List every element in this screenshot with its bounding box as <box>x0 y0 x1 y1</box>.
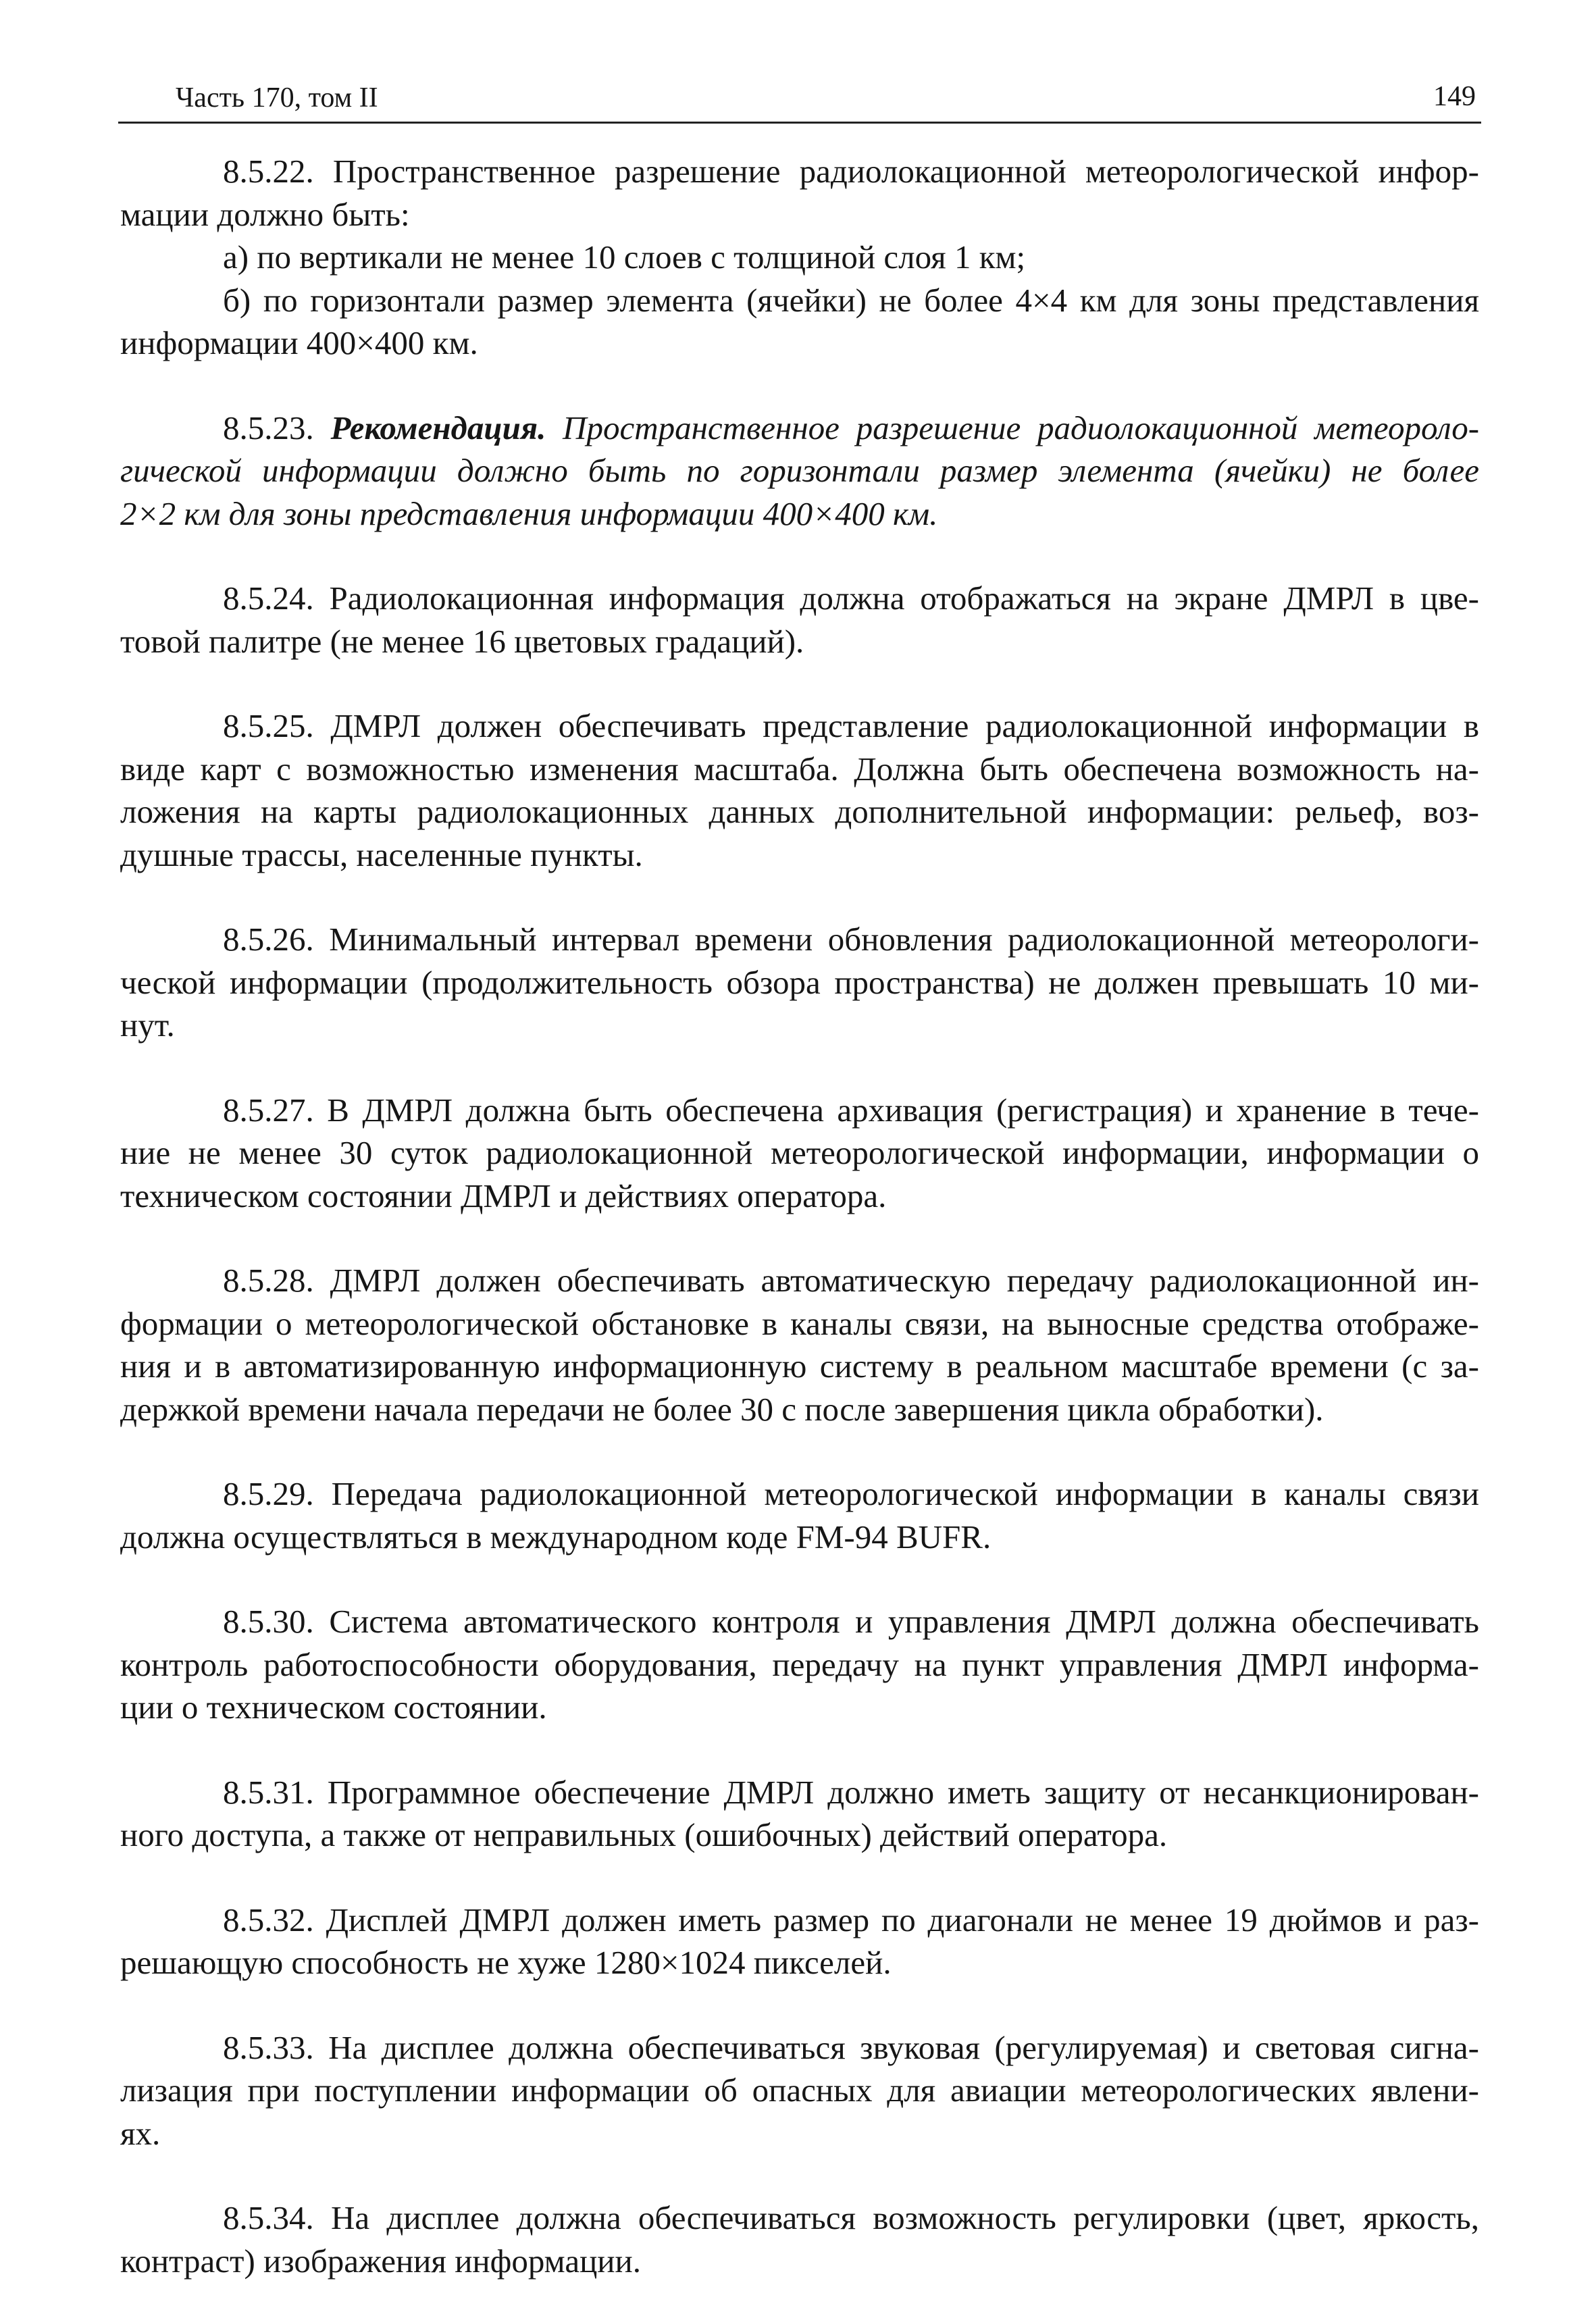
paragraph-line: 8.5.33. На дисплее должна обеспечиваться звуковая (регулируемая) и световая сигна- <box>223 2028 1479 2066</box>
paragraph-line: 2×2 км для зоны представления информации 400×400 км. <box>120 494 938 532</box>
paragraph-line: 8.5.30. Система автоматического контроля и управления ДМРЛ должна обеспечивать <box>223 1603 1479 1640</box>
page-body <box>120 150 1479 2282</box>
paragraph-line: держкой времени начала передачи не более 30 с после завершения цикла обработки). <box>120 1390 1324 1428</box>
page-number: 149 <box>1433 81 1476 112</box>
paragraph-8-5-28 <box>120 1259 1479 1431</box>
clause-number: 8.5.23. <box>223 409 331 446</box>
paragraph-line: 8.5.26. Минимальный интервал времени обновления радиолокационной метеорологи- <box>223 921 1479 958</box>
paragraph-line: лизация при поступлении информации об опасных для авиации метеорологических явлени- <box>120 2072 1479 2109</box>
paragraph-line: 8.5.28. ДМРЛ должен обеспечивать автоматическую передачу радиолокационной ин- <box>223 1262 1479 1299</box>
paragraph-line: товой палитре (не менее 16 цветовых градаций). <box>120 622 804 660</box>
paragraph-line: контраст) изображения информации. <box>120 2242 641 2280</box>
paragraph-8-5-22 <box>120 150 1479 365</box>
paragraph-line: ческой информации (продолжительность обзора пространства) не должен превышать 10 ми- <box>120 963 1479 1001</box>
list-item-a: а) по вертикали не менее 10 слоев с толщиной слоя 1 км; <box>223 238 1026 276</box>
paragraph-line: контроль работоспособности оборудования, передачу на пункт управления ДМРЛ информа- <box>120 1645 1479 1683</box>
paragraph-8-5-25 <box>120 704 1479 876</box>
paragraph-line: ного доступа, а также от неправильных (ошибочных) действий оператора. <box>120 1816 1168 1853</box>
paragraph-8-5-26 <box>120 918 1479 1047</box>
paragraph-line: формации о метеорологической обстановке в каналы связи, на выносные средства отображе- <box>120 1304 1479 1342</box>
paragraph-8-5-23-recommendation <box>120 407 1479 536</box>
paragraph-8-5-34 <box>120 2196 1479 2282</box>
running-title: Часть 170, том II <box>176 82 378 113</box>
paragraph-text: Пространственное разрешение радиолокационной метеороло- <box>546 409 1480 446</box>
paragraph-line: решающую способность не хуже 1280×1024 пикселей. <box>120 1944 892 1981</box>
paragraph-line: нут. <box>120 1006 175 1044</box>
paragraph-line: 8.5.27. В ДМРЛ должна быть обеспечена архивация (регистрация) и хранение в тече- <box>223 1091 1479 1129</box>
paragraph-line: душные трассы, населенные пункты. <box>120 835 643 873</box>
list-item-b: б) по горизонтали размер элемента (ячейки) не более 4×4 км для зоны представления <box>223 281 1479 319</box>
paragraph-line: 8.5.24. Радиолокационная информация должна отображаться на экране ДМРЛ в цве- <box>223 580 1479 617</box>
paragraph-line: гической информации должно быть по горизонтали размер элемента (ячейки) не более <box>120 452 1479 489</box>
paragraph-line: ложения на карты радиолокационных данных дополнительной информации: рельеф, воз- <box>120 793 1479 830</box>
paragraph-line: 8.5.29. Передача радиолокационной метеорологической информации в каналы связи <box>223 1475 1479 1512</box>
paragraph-8-5-30 <box>120 1600 1479 1729</box>
page-header <box>118 80 1481 124</box>
paragraph-line <box>120 407 1479 450</box>
paragraph-8-5-24 <box>120 577 1479 663</box>
paragraph-line: ния и в автоматизированную информационную систему в реальном масштабе времени (с за- <box>120 1347 1479 1385</box>
paragraph-8-5-33 <box>120 2026 1479 2155</box>
paragraph-line: ние не менее 30 суток радиолокационной метеорологической информации, информации о <box>120 1134 1479 1171</box>
paragraph-line: ях. <box>120 2114 161 2152</box>
paragraph-8-5-29 <box>120 1472 1479 1558</box>
paragraph-line: 8.5.22. Пространственное разрешение радиолокационной метеорологической инфор- <box>223 153 1479 190</box>
paragraph-line: 8.5.32. Дисплей ДМРЛ должен иметь размер по диагонали не менее 19 дюймов и раз- <box>223 1901 1479 1938</box>
paragraph-line: виде карт с возможностью изменения масштаба. Должна быть обеспечена возможность на- <box>120 750 1479 788</box>
paragraph-8-5-32 <box>120 1899 1479 1984</box>
paragraph-8-5-27 <box>120 1089 1479 1218</box>
paragraph-line: техническом состоянии ДМРЛ и действиях оператора. <box>120 1177 887 1214</box>
paragraph-line: информации 400×400 км. <box>120 324 478 361</box>
paragraph-8-5-31 <box>120 1771 1479 1857</box>
paragraph-line: 8.5.34. На дисплее должна обеспечиваться возможность регулировки (цвет, яркость, <box>223 2199 1479 2236</box>
paragraph-line: ции о техническом состоянии. <box>120 1689 547 1726</box>
paragraph-line: 8.5.31. Программное обеспечение ДМРЛ должно иметь защиту от несанкционирован- <box>223 1773 1479 1811</box>
recommendation-keyword: Рекомендация. <box>330 409 546 446</box>
paragraph-line: должна осуществляться в международном коде FM-94 BUFR. <box>120 1518 992 1555</box>
paragraph-line: мации должно быть: <box>120 195 410 233</box>
paragraph-line: 8.5.25. ДМРЛ должен обеспечивать представление радиолокационной информации в <box>223 707 1479 744</box>
